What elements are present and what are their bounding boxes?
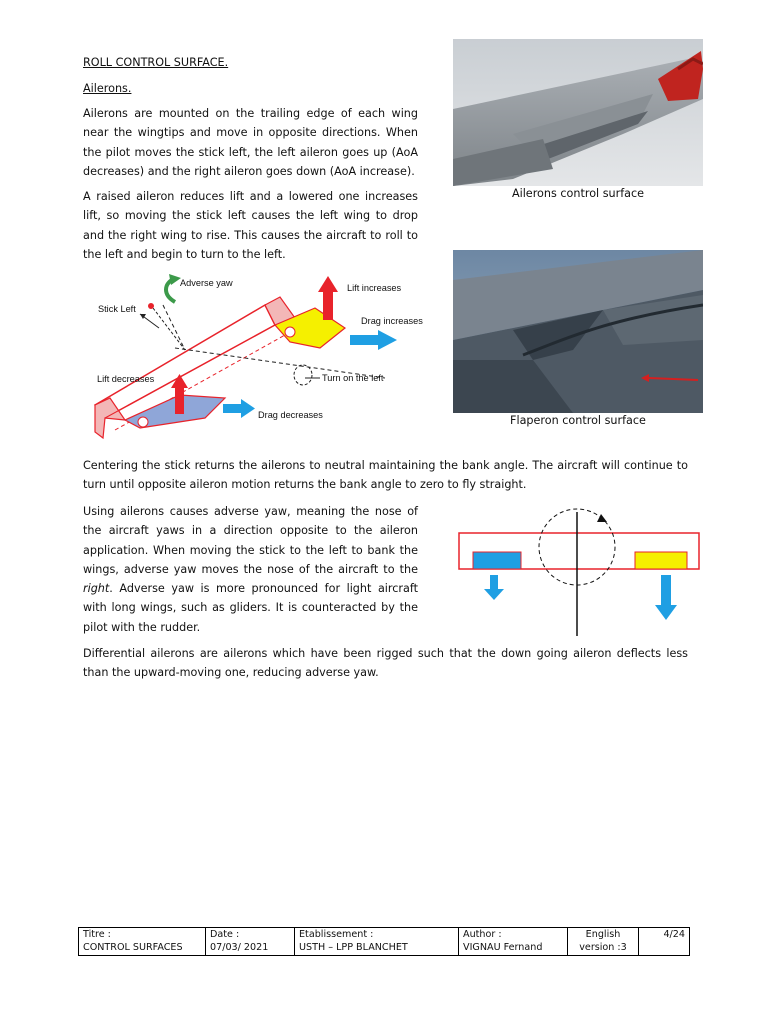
drag-increases-arrow <box>350 335 378 345</box>
flaperon-wing-photo <box>453 250 703 413</box>
subsection-title: Ailerons. <box>83 82 132 95</box>
right-aileron-hinge <box>285 327 295 337</box>
footer-establishment-cell: Etablissement : USTH – LPP BLANCHET <box>295 928 459 956</box>
footer-title-cell: Titre : CONTROL SURFACES <box>79 928 206 956</box>
footer-page-cell <box>639 928 690 956</box>
right-drag-arrow <box>661 575 671 605</box>
lift-decreases-arrow <box>175 388 184 414</box>
paragraph-differential-ailerons: Differential ailerons are ailerons which have been rigged such that the down going aileron deflects less than the upward-moving one, reducing adverse yaw. <box>83 647 688 680</box>
left-drag-arrow <box>490 575 498 589</box>
turn-circle <box>294 365 312 385</box>
paragraph-ailerons-intro: Ailerons are mounted on the trailing edge of each wing near the wingtips and move in opposite directions. When the pilot moves the stick left, the left aileron goes up (AoA decreases) and the right aileron goes down (AoA increase). <box>83 107 418 178</box>
aileron-wing-image <box>453 39 703 186</box>
italic-right: right <box>83 582 110 596</box>
wing-tip-left <box>95 398 125 438</box>
paragraph-centering-stick: Centering the stick returns the ailerons to neutral maintaining the bank angle. The aircraft will continue to turn until opposite aileron motion returns the bank angle to zero to fly straight. <box>83 459 688 492</box>
paragraph-raised-aileron: A raised aileron reduces lift and a lowered one increases lift, so moving the stick left causes the left wing to drop and the right wing to rise. This causes the aircraft to roll to the left and begin to turn to the left. <box>83 190 418 261</box>
drag-decreases-arrow <box>223 404 241 413</box>
footer-date-cell: Date : 07/03/ 2021 <box>206 928 295 956</box>
flaperon-wing-image <box>453 250 703 413</box>
adverse-yaw-label: Adverse yaw <box>180 278 233 288</box>
footer-table <box>78 927 690 956</box>
stick-knob <box>148 303 154 309</box>
footer-language-cell: English version :3 <box>568 928 639 956</box>
page-number: 4/24 <box>663 929 685 940</box>
left-aileron-raised <box>473 552 521 569</box>
drag-decreases-label: Drag decreases <box>258 410 323 420</box>
adverse-yaw-diagram <box>455 500 705 640</box>
aileron-photo-caption: Ailerons control surface <box>511 187 645 200</box>
section-title: ROLL CONTROL SURFACE. <box>83 56 229 69</box>
left-aileron-hinge <box>138 417 148 427</box>
lift-increases-arrow <box>323 290 333 320</box>
turn-on-left-label: Turn on the left <box>322 373 384 383</box>
stick-left-label: Stick Left <box>98 304 136 314</box>
drag-increases-label: Drag increases <box>361 316 423 326</box>
aileron-roll-diagram <box>85 270 445 445</box>
flaperon-photo-caption: Flaperon control surface <box>510 414 646 427</box>
lift-increases-label: Lift increases <box>347 283 402 293</box>
paragraph-adverse-yaw: Using ailerons causes adverse yaw, meaning the nose of the aircraft yaws in a direction opposite to the aileron application. When moving the stick to the left to bank the wings, adverse yaw moves the nose of the aircraft to the right. Adverse yaw is more pronounced for light aircraft with long wings, such as gliders. It is counteracted by the pilot with the rudder. <box>83 505 418 634</box>
yaw-arrow-head <box>597 514 607 522</box>
lift-decreases-label: Lift decreases <box>97 374 155 384</box>
aileron-wing-photo <box>453 39 703 186</box>
footer-author-cell: Author : VIGNAU Fernand <box>459 928 568 956</box>
right-aileron-lowered <box>635 552 687 569</box>
